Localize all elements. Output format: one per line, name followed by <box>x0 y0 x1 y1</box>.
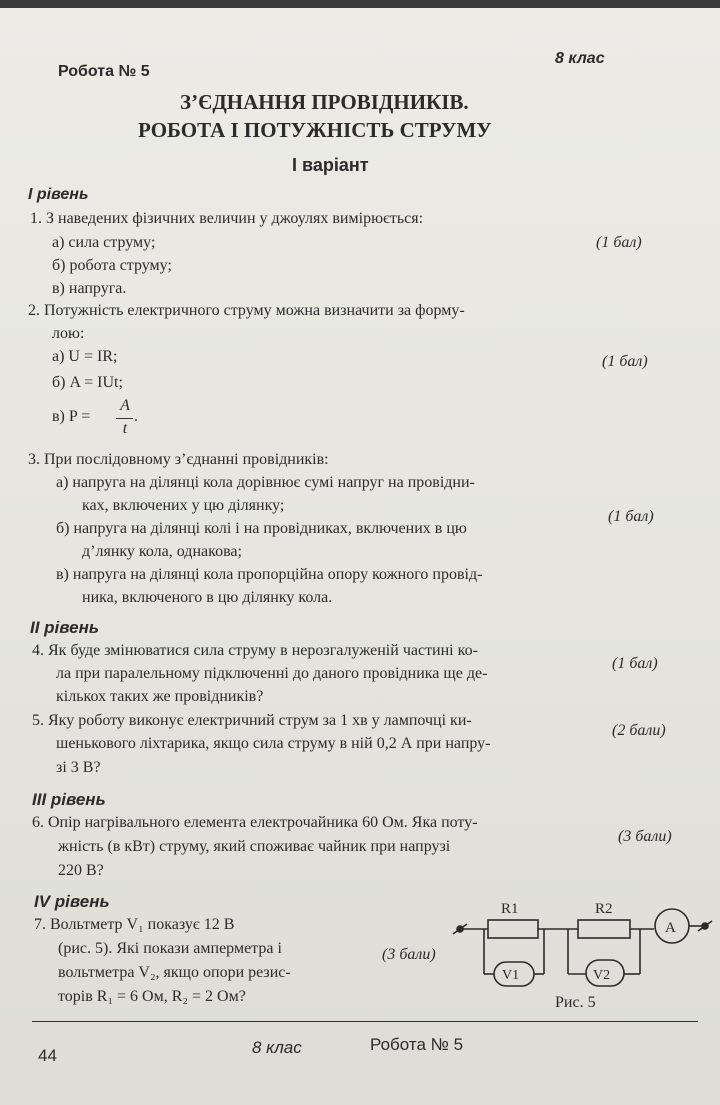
q7-score: (3 бали) <box>382 946 436 963</box>
level-3-heading: ІІІ рівень <box>32 790 106 809</box>
q5-score: (2 бали) <box>612 722 666 739</box>
textbook-page <box>0 8 720 1105</box>
q2-fraction-denominator: t <box>122 420 128 437</box>
r2-label: R2 <box>595 901 613 917</box>
q7-line-3: вольтметра V₂, якщо опори резис- <box>58 964 291 981</box>
q4-score: (1 бал) <box>612 655 658 672</box>
work-number: Робота № 5 <box>58 63 150 80</box>
q3-option-a-1: а) напруга на ділянці кола дорівнює сумі напруг на провідни- <box>56 474 475 491</box>
resistor-r1 <box>488 920 538 938</box>
q3-score: (1 бал) <box>608 508 654 525</box>
q6-line-2: жність (в кВт) струму, який споживає чайник при напрузі <box>58 838 451 855</box>
grade-label: 8 клас <box>555 50 605 67</box>
q3-text: 3. При послідовному з’єднанні провідників: <box>28 451 329 468</box>
q2-option-c-suffix: . <box>134 408 138 425</box>
q4-line-2: ла при паралельному підключенні до даного провідника ще де- <box>56 665 488 682</box>
q7-line-1: 7. Вольтметр V₁ показує 12 В <box>34 916 235 933</box>
title-line-2: РОБОТА І ПОТУЖНІСТЬ СТРУМУ <box>138 118 492 142</box>
q2-line-2: лою: <box>52 325 85 342</box>
page-number: 44 <box>38 1046 57 1065</box>
r1-label: R1 <box>501 901 519 917</box>
q1-option-c: в) напруга. <box>52 280 127 297</box>
q4-line-1: 4. Як буде змінюватися сила струму в нерозгалуженій частині ко- <box>32 642 478 659</box>
q5-line-1: 5. Яку роботу виконує електричний струм за 1 хв у лампочці ки- <box>32 712 472 729</box>
q5-line-3: зі 3 В? <box>56 759 101 776</box>
q4-line-3: кількох таких же провідників? <box>56 688 264 705</box>
q2-option-a: а) U = IR; <box>52 348 118 365</box>
q6-line-1: 6. Опір нагрівального елемента електрочайника 60 Ом. Яка поту- <box>32 814 478 831</box>
v2-label: V2 <box>593 968 611 983</box>
footer-work: Робота № 5 <box>370 1035 464 1054</box>
circuit-diagram <box>448 886 718 991</box>
level-1-heading: І рівень <box>28 186 89 203</box>
q2-option-b: б) A = IUt; <box>52 374 123 391</box>
q7-line-4: торів R₁ = 6 Ом, R₂ = 2 Ом? <box>58 988 246 1005</box>
q3-option-b-2: д’лянку кола, однакова; <box>82 543 242 560</box>
q1-option-a: а) сила струму; <box>52 234 156 251</box>
q2-option-c-prefix: в) P = <box>52 408 91 425</box>
q3-option-c-1: в) напруга на ділянці кола пропорційна опору кожного провід- <box>56 566 483 583</box>
q5-line-2: шенькового ліхтарика, якщо сила струму в ній 0,2 А при напру- <box>56 735 491 752</box>
q3-option-a-2: ках, включених у цю ділянку; <box>82 497 285 514</box>
figure-caption: Рис. 5 <box>555 994 596 1011</box>
q6-score: (3 бали) <box>618 828 672 845</box>
level-2-heading: ІІ рівень <box>30 618 99 637</box>
footer-rule <box>32 1021 698 1022</box>
q3-option-b-1: б) напруга на ділянці колі і на провідниках, включених в цю <box>56 520 467 537</box>
resistor-r2 <box>578 920 630 938</box>
q2-fraction-bar <box>116 418 133 419</box>
q2-fraction-numerator: A <box>120 397 130 414</box>
q6-line-3: 220 В? <box>58 862 104 879</box>
q7-line-2: (рис. 5). Які покази амперметра і <box>58 940 282 957</box>
q1-text: 1. З наведених фізичних величин у джоулях вимірюється: <box>30 210 424 227</box>
q1-score: (1 бал) <box>596 234 642 251</box>
ammeter-label: A <box>665 920 676 936</box>
v1-label: V1 <box>502 968 520 983</box>
q2-score: (1 бал) <box>602 353 648 370</box>
level-4-heading: IV рівень <box>34 892 110 911</box>
q2-line-1: 2. Потужність електричного струму можна визначити за форму- <box>28 302 465 319</box>
title-line-1: З’ЄДНАННЯ ПРОВІДНИКІВ. <box>180 90 469 114</box>
footer-grade: 8 клас <box>252 1038 302 1057</box>
variant-label: І варіант <box>292 155 369 175</box>
q1-option-b: б) робота струму; <box>52 257 172 274</box>
q3-option-c-2: ника, включеного в цю ділянку кола. <box>82 589 333 606</box>
